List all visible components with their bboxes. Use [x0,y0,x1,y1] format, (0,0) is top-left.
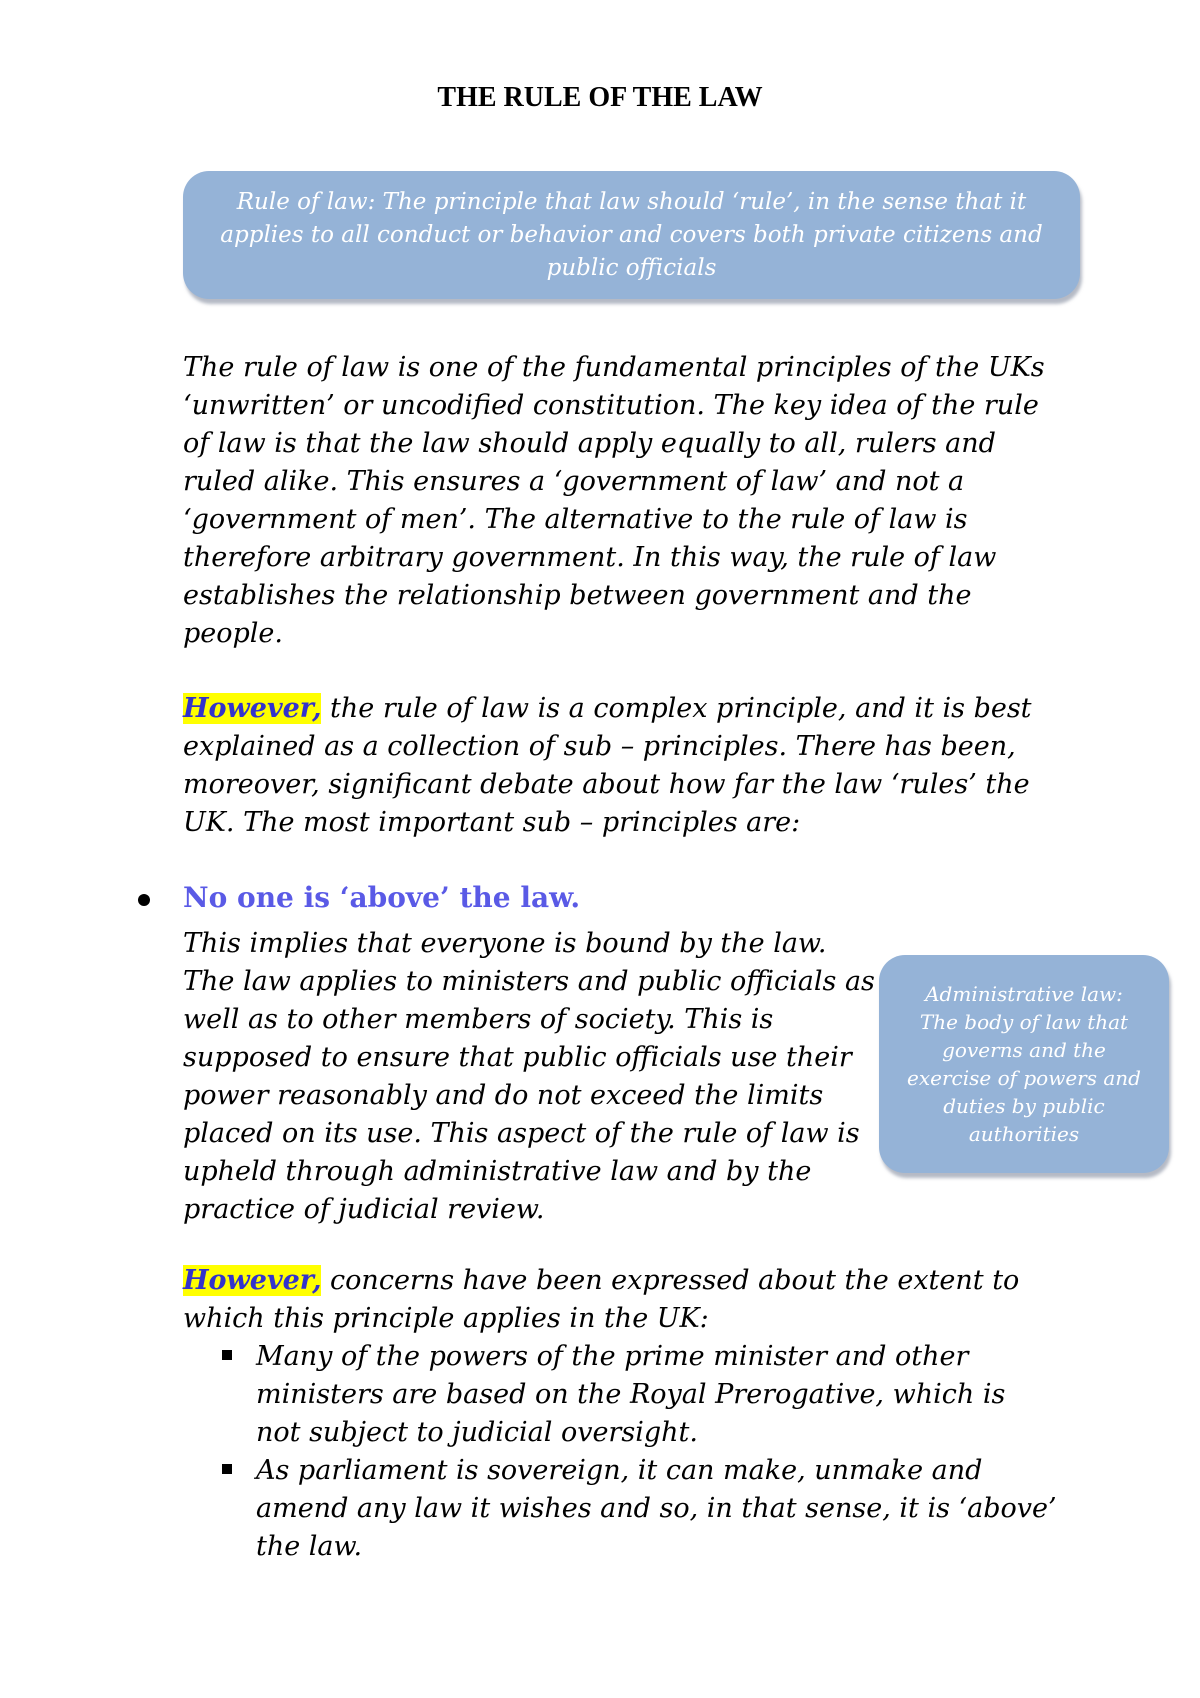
concern-item [256,1338,1005,1452]
paragraph-line: establishes the relationship between government and the [183,580,972,611]
paragraph-line: This implies that everyone is bound by the law. [183,928,827,959]
paragraph-line: upheld through administrative law and by the [183,1156,812,1187]
paragraph-line: The rule of law is one of the fundamental principles of the UKs [183,352,1045,383]
paragraph-line: of law is that the law should apply equally to all, rulers and [183,428,996,459]
paragraph-line: UK. The most important sub – principles are: [183,807,801,838]
paragraph-line [183,1262,1019,1300]
paragraph-line [183,690,1032,728]
highlighted-however: However, [183,1265,322,1296]
square-bullet-icon [222,1464,232,1474]
bullet-dot-icon [138,894,150,906]
paragraph-line: which this principle applies in the UK: [183,1303,709,1334]
callout-line: authorities [968,1122,1080,1146]
however-paragraph-2 [183,1262,1019,1338]
callout-line: duties by public [943,1094,1105,1118]
concern-line: As parliament is sovereign, it can make, unmake and [256,1455,983,1486]
paragraph-line: power reasonably and do not exceed the limits [183,1080,824,1111]
paragraph-line: people. [183,618,283,649]
definition-line: applies to all conduct or behavior and covers both private citizens and [220,221,1043,248]
admin-law-callout [879,955,1169,1173]
paragraph-line: placed on its use. This aspect of the rule of law is [183,1118,860,1149]
however-paragraph [183,690,1032,842]
definition-callout [183,171,1080,299]
paragraph-text: the rule of law is a complex principle, and it is best [321,693,1032,724]
concern-line: not subject to judicial oversight. [256,1417,698,1448]
paragraph-line: practice of judicial review. [183,1194,545,1225]
principle-paragraph [183,925,875,1229]
callout-line: The body of law that [919,1010,1129,1034]
callout-line: Administrative law: [925,982,1123,1006]
paragraph-line: ‘unwritten’ or uncodified constitution. The key idea of the rule [183,390,1039,421]
intro-paragraph [183,349,1045,653]
concern-line: amend any law it wishes and so, in that sense, it is ‘above’ [256,1493,1057,1524]
paragraph-line: moreover, significant debate about how far the law ‘rules’ the [183,769,1030,800]
concern-line: ministers are based on the Royal Prerogative, which is [256,1379,1006,1410]
paragraph-line: ruled alike. This ensures a ‘government of law’ and not a [183,466,965,497]
highlighted-however: However, [183,693,322,724]
principle-heading: No one is ‘above’ the law. [183,881,581,914]
callout-line: governs and the [942,1038,1106,1062]
paragraph-line: explained as a collection of sub – principles. There has been, [183,731,1016,762]
concern-line: Many of the powers of the prime minister and other [256,1341,969,1372]
paragraph-line: therefore arbitrary government. In this way, the rule of law [183,542,997,573]
definition-line: public officials [546,254,717,281]
callout-line: exercise of powers and [907,1066,1141,1090]
paragraph-line: ‘government of men’. The alternative to the rule of law is [183,504,968,535]
paragraph-line: well as to other members of society. This is [183,1004,774,1035]
concern-line: the law. [256,1531,363,1562]
paragraph-line: The law applies to ministers and public officials as [183,966,875,997]
square-bullet-icon [222,1350,232,1360]
concern-item [256,1452,1057,1566]
page-title: THE RULE OF THE LAW [437,82,763,113]
paragraph-text: concerns have been expressed about the extent to [321,1265,1020,1296]
definition-line: Rule of law: The principle that law should ‘rule’, in the sense that it [236,188,1027,215]
paragraph-line: supposed to ensure that public officials use their [183,1042,852,1073]
